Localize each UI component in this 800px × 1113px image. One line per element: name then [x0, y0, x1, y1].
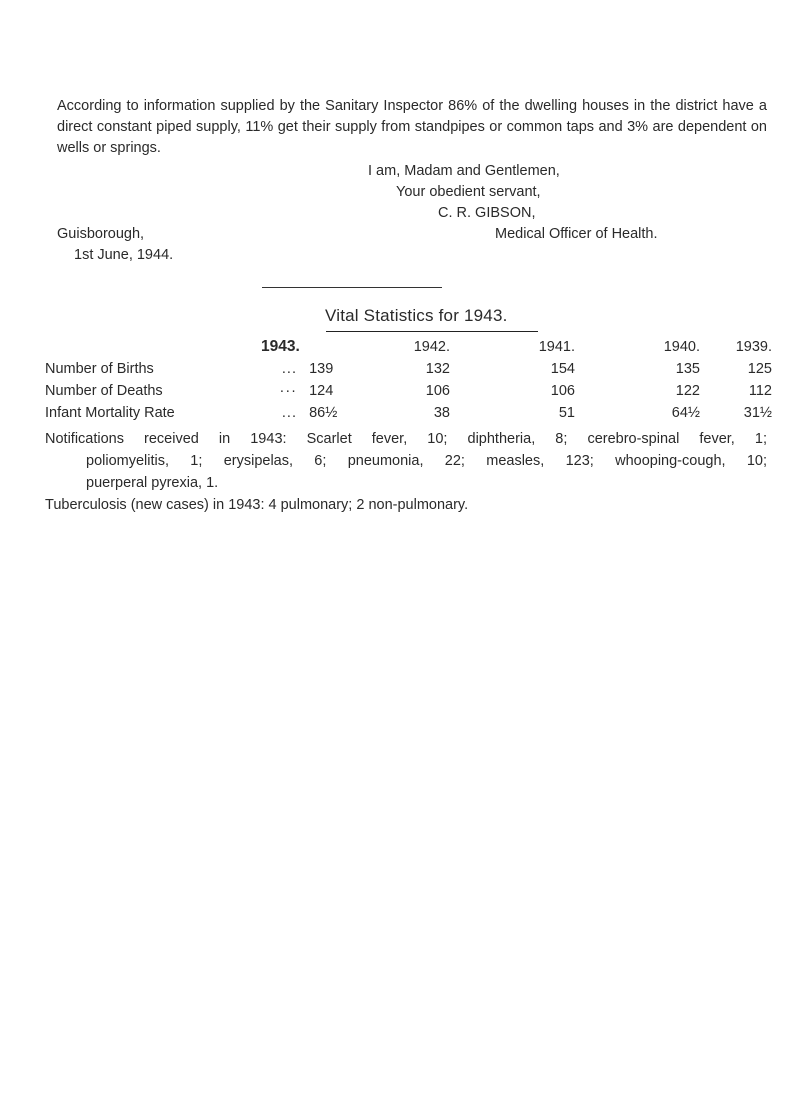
signature-title: Medical Officer of Health.	[495, 226, 658, 242]
signature-servant: Your obedient servant,	[396, 184, 541, 200]
place-date: 1st June, 1944.	[74, 247, 174, 263]
table-cell: 106	[425, 383, 450, 399]
table-header-row	[45, 336, 772, 358]
table-cell: 51	[558, 405, 575, 421]
table-row	[45, 358, 772, 380]
statistics-heading: Vital Statistics for 1943.	[325, 306, 508, 325]
notifications-line-1: Notifications received in 1943: Scarlet fever, 10; diphtheria, 8; cerebro-spinal fever, 1;	[45, 431, 767, 447]
notifications-line-3: puerperal pyrexia, 1.	[86, 475, 219, 491]
table-cell: 139	[309, 361, 334, 377]
table-cell: 38	[433, 405, 450, 421]
water-supply-paragraph: According to information supplied by the Sanitary Inspector 86% of the dwelling houses in the district have a direct constant piped supply, 11% get their supply from standpipes or common taps and 3% are dependent on wells or springs.	[57, 98, 767, 156]
table-cell: 125	[747, 361, 772, 377]
place-town: Guisborough,	[57, 226, 145, 242]
year-header: 1942.	[413, 339, 450, 355]
table-row	[45, 402, 772, 424]
year-header: 1941.	[538, 339, 575, 355]
heading-underline	[326, 331, 538, 332]
table-cell: 124	[309, 383, 334, 399]
table-cell: 64½	[671, 405, 700, 421]
vital-statistics-table	[45, 336, 772, 424]
table-cell: 86½	[309, 405, 338, 421]
row-label: Infant Mortality Rate	[45, 405, 175, 421]
table-cell: 132	[425, 361, 450, 377]
tuberculosis-line: Tuberculosis (new cases) in 1943: 4 pulmonary; 2 non-pulmonary.	[45, 497, 469, 513]
row-label: Number of Births	[45, 361, 154, 377]
table-cell: 135	[675, 361, 700, 377]
leader-dots: ...	[281, 405, 297, 421]
table-row	[45, 380, 772, 402]
year-header: 1943.	[261, 338, 300, 355]
signature-salutation: I am, Madam and Gentlemen,	[368, 163, 560, 179]
table-cell: 122	[675, 383, 700, 399]
year-header: 1939.	[735, 339, 772, 355]
signature-name: C. R. GIBSON,	[438, 205, 536, 221]
section-divider	[262, 287, 442, 288]
row-label: Number of Deaths	[45, 383, 163, 399]
leader-dots: ...	[281, 361, 297, 377]
table-cell: 31½	[743, 405, 772, 421]
notifications-line-2: poliomyelitis, 1; erysipelas, 6; pneumonia, 22; measles, 123; whooping-cough, 10;	[86, 453, 767, 469]
leader-dots: ···	[279, 383, 297, 399]
table-cell: 106	[550, 383, 575, 399]
table-cell: 154	[550, 361, 575, 377]
table-cell: 112	[748, 383, 772, 399]
year-header: 1940.	[663, 339, 700, 355]
